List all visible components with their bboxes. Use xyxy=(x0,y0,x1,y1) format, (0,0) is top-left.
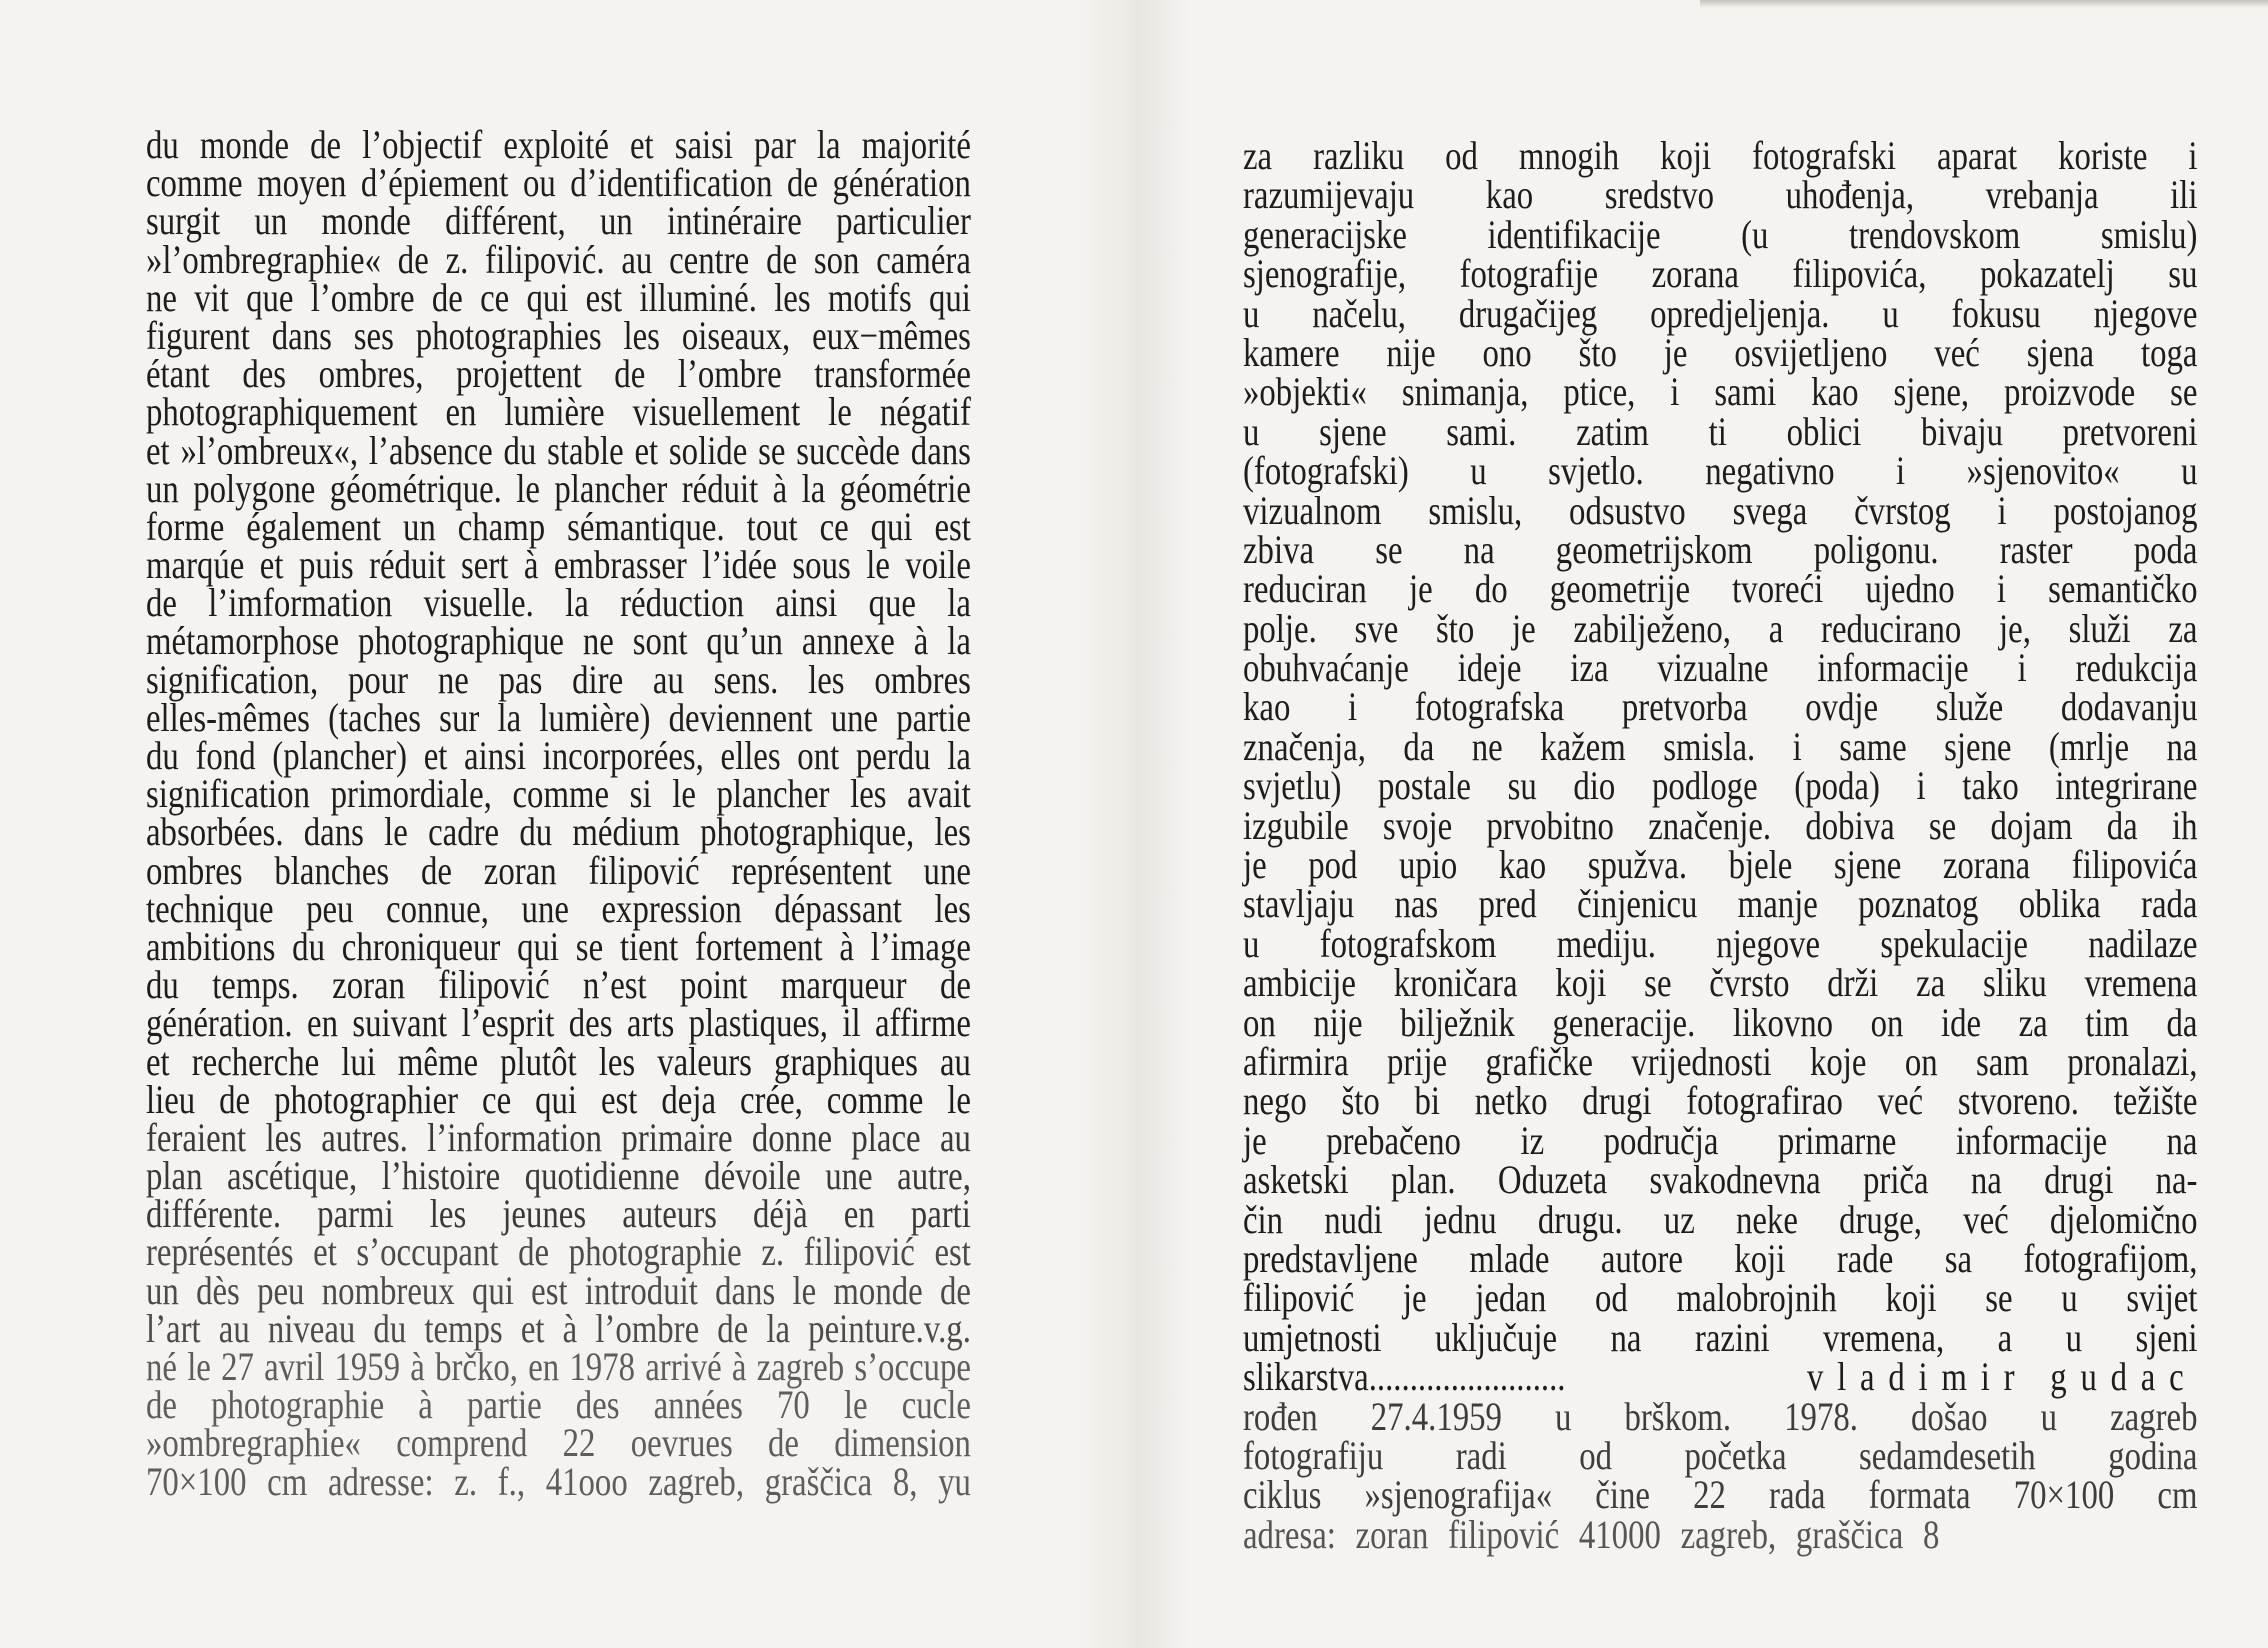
bio-line: rođen 27.4.1959 u brškom. 1978. došao u zagreb xyxy=(1243,1393,2198,1439)
text-line: »l’ombregraphie« de z. filipović. au centre de son caméra xyxy=(146,236,971,282)
text-line: plan ascétique, l’histoire quotidienne dévoile une autre, xyxy=(146,1153,971,1199)
text-line: umjetnosti uključuje na razini vremena, a u sjeni xyxy=(1243,1314,2198,1360)
text-line: elles-mêmes (taches sur la lumière) deviennent une partie xyxy=(146,694,971,740)
text-line: zbiva se na geometrijskom poligonu. raster poda xyxy=(1243,526,2198,572)
signature-lead: slikarstva........................ xyxy=(1243,1354,1566,1400)
text-line: »ombregraphie« comprend 22 oevrues de dimension xyxy=(146,1420,971,1466)
text-line: et »l’ombreux«, l’absence du stable et solide se succède dans xyxy=(146,427,971,473)
text-line: čin nudi jednu drugu. uz neke druge, već djelomično xyxy=(1243,1196,2198,1242)
scan-edge-shadow xyxy=(1700,0,2268,8)
text-line: reduciran je do geometrije tvoreći ujedno i semantičko xyxy=(1243,566,2198,612)
bio-line: ciklus »sjenografija« čine 22 rada formata 70×100 cm xyxy=(1243,1472,2198,1518)
author-name: vladimir gudac xyxy=(1806,1354,2198,1400)
page-fold-shadow xyxy=(1080,0,1190,1648)
text-line: étant des ombres, projettent de l’ombre transformée xyxy=(146,351,971,397)
text-line: afirmira prije grafičke vrijednosti koje on sam pronalazi, xyxy=(1243,1038,2198,1084)
text-line: un dès peu nombreux qui est introduit dans le monde de xyxy=(146,1267,971,1313)
text-line: svjetlu) postale su dio podloge (poda) i tako integrirane xyxy=(1243,763,2198,809)
text-line: je pod upio kao spužva. bjele sjene zorana filipovića xyxy=(1243,842,2198,888)
text-line: surgit un monde différent, un intinéraire particulier xyxy=(146,198,971,244)
text-line: predstavljene mlade autore koji rade sa fotografijom, xyxy=(1243,1235,2198,1281)
text-line: absorbées. dans le cadre du médium photographique, les xyxy=(146,809,971,855)
text-line: du monde de l’objectif exploité et saisi par la majorité xyxy=(146,122,971,167)
text-line: (fotografski) u svjetlo. negativno i »sjenovito« u xyxy=(1243,448,2198,494)
text-line: feraient les autres. l’information primaire donne place au xyxy=(146,1114,971,1160)
text-line: stavljaju nas pred činjenicu manje poznatog oblika rada xyxy=(1243,881,2198,927)
text-line: 70×100 cm adresse: z. f., 41ooo zagreb, graščica 8, yu xyxy=(146,1458,971,1504)
text-line: de photographie à partie des années 70 le cucle xyxy=(146,1382,971,1428)
text-line: ambitions du chroniqueur qui se tient fortement à l’image xyxy=(146,923,971,969)
text-line: du temps. zoran filipović n’est point marqueur de xyxy=(146,962,971,1008)
text-line: za razliku od mnogih koji fotografski aparat koriste i xyxy=(1243,133,2198,178)
text-line: razumijevaju kao sredstvo uhođenja, vrebanja ili xyxy=(1243,172,2198,218)
text-line: différente. parmi les jeunes auteurs déjà en parti xyxy=(146,1191,971,1237)
text-line: marqúe et puis réduit sert à embrasser l’idée sous le voile xyxy=(146,542,971,588)
text-line: vizualnom smislu, odsustvo svega čvrstog i postojanog xyxy=(1243,487,2198,533)
text-line: izgubile svoje prvobitno značenje. dobiva se dojam da ih xyxy=(1243,802,2198,848)
text-line: et recherche lui même plutôt les valeurs graphiques au xyxy=(146,1038,971,1084)
text-line: filipović je jedan od malobrojnih koji se u svijet xyxy=(1243,1275,2198,1321)
text-line: représentés et s’occupant de photographie z. filipović est xyxy=(146,1229,971,1275)
text-line: l’art au niveau du temps et à l’ombre de la peinture.v.g. xyxy=(146,1305,971,1351)
text-line: métamorphose photographique ne sont qu’un annexe à la xyxy=(146,618,971,664)
text-line: lieu de photographier ce qui est deja crée, comme le xyxy=(146,1076,971,1122)
text-line: značenja, da ne kažem smisla. i same sjene (mrlje na xyxy=(1243,723,2198,769)
text-line: nego što bi netko drugi fotografirao već stvoreno. težište xyxy=(1243,1078,2198,1124)
text-line: kamere nije ono što je osvijetljeno već sjena toga xyxy=(1243,329,2198,375)
text-line: u sjene sami. zatim ti oblici bivaju pretvoreni xyxy=(1243,408,2198,454)
text-line: de l’imformation visuelle. la réduction ainsi que la xyxy=(146,580,971,626)
text-line: forme également un champ sémantique. tout ce qui est xyxy=(146,503,971,549)
text-line: polje. sve što je zabilježeno, a reducirano je, služi za xyxy=(1243,605,2198,651)
text-line: sjenografije, fotografije zorana filipovića, pokazatelj su xyxy=(1243,251,2198,297)
text-line: un polygone géométrique. le plancher réduit à la géométrie xyxy=(146,465,971,511)
text-line: génération. en suivant l’esprit des arts plastiques, il affirme xyxy=(146,1000,971,1046)
text-line: comme moyen d’épiement ou d’identification de génération xyxy=(146,160,971,206)
bio-line: fotografiju radi od početka sedamdesetih godina xyxy=(1243,1432,2198,1478)
croatian-text-column xyxy=(1243,133,2198,1557)
text-line: obuhvaćanje ideje iza vizualne informacije i redukcija xyxy=(1243,645,2198,691)
text-line: né le 27 avril 1959 à brčko, en 1978 arrivé à zagreb s’occupe xyxy=(146,1344,971,1389)
text-line: on nije bilježnik generacije. likovno on ide za tim da xyxy=(1243,999,2198,1045)
text-line: kao i fotografska pretvorba ovdje služe dodavanju xyxy=(1243,684,2198,730)
text-line: ombres blanches de zoran filipović représentent une xyxy=(146,847,971,893)
french-text-column xyxy=(146,122,971,1504)
text-line: figurent dans ses photographies les oiseaux, eux−mêmes xyxy=(146,312,971,358)
text-line: du fond (plancher) et ainsi incorporées, elles ont perdu la xyxy=(146,733,971,778)
text-line: »objekti« snimanja, ptice, i sami kao sjene, proizvode se xyxy=(1243,369,2198,415)
text-line: photographiquement en lumière visuellement le négatif xyxy=(146,389,971,435)
text-line: generacijske identifikacije (u trendovskom smislu) xyxy=(1243,211,2198,257)
bio-line: adresa: zoran filipović 41000 zagreb, graščica 8 xyxy=(1243,1511,1940,1557)
text-line: technique peu connue, une expression dépassant les xyxy=(146,885,971,931)
text-line: je prebačeno iz područja primarne informacije na xyxy=(1243,1117,2198,1163)
text-line: u fotografskom mediju. njegove spekulacije nadilaze xyxy=(1243,920,2198,966)
text-line: signification primordiale, comme si le plancher les avait xyxy=(146,771,971,817)
text-line: ambicije kroničara koji se čvrsto drži za sliku vremena xyxy=(1243,960,2198,1006)
text-line: asketski plan. Oduzeta svakodnevna priča na drugi na- xyxy=(1243,1157,2198,1203)
text-line: u načelu, drugačijeg opredjeljenja. u fokusu njegove xyxy=(1243,290,2198,336)
text-line: ne vit que l’ombre de ce qui est illuminé. les motifs qui xyxy=(146,274,971,320)
text-line: signification, pour ne pas dire au sens. les ombres xyxy=(146,656,971,702)
signature-line xyxy=(1243,1354,2198,1400)
